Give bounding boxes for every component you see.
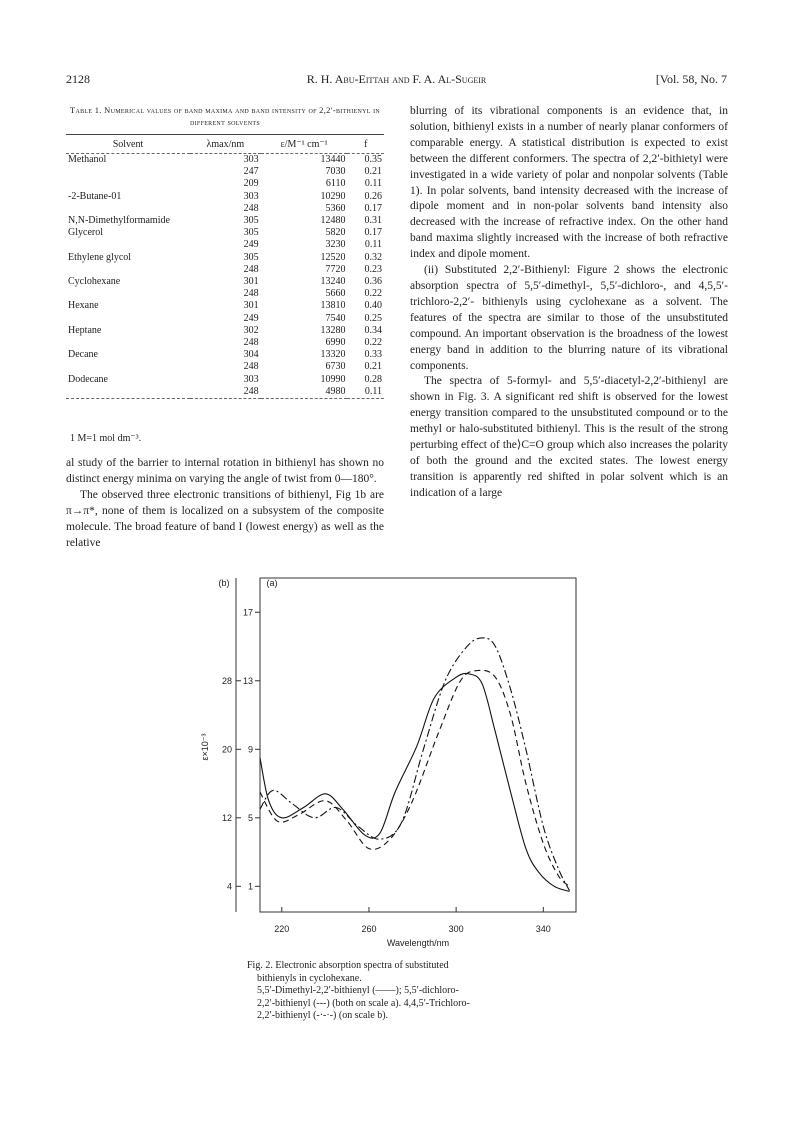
table-caption [66,104,384,128]
cell-f: 0.11 [347,386,384,399]
table-row [66,203,384,215]
x-tick-label: 300 [448,924,464,934]
cell-lambda: 303 [243,373,259,385]
table-row [66,325,384,337]
cell-f: 0.31 [364,215,382,227]
series-line [260,638,570,891]
cell-lambda: 248 [190,386,261,399]
table-caption-label: Table 1. [69,105,102,115]
cell-f: 0.28 [364,373,382,385]
table-footnote: 1 M=1 mol dm⁻³. [70,433,142,444]
cell-solvent: Heptane [68,324,102,336]
figure-caption-line: Fig. 2. Electronic absorption spectra of substituted [247,960,449,971]
cell-solvent: Methanol [68,154,107,165]
table-row [66,264,384,276]
table-header-row [66,135,384,154]
cell-lambda: 249 [243,239,259,251]
cell-solvent [66,313,190,325]
cell-lambda: 248 [243,337,259,349]
table-row [66,239,384,251]
scale-a-label: (a) [266,578,278,588]
solvent-table [66,134,384,399]
cell-lambda: 249 [243,312,259,324]
cell-f: 0.26 [364,190,382,202]
cell-solvent [66,203,190,215]
cell-epsilon: 3230 [325,239,346,251]
cell-epsilon: 4980 [261,386,348,399]
cell-lambda: 301 [243,300,259,312]
y-axis-label: ε×10⁻³ [200,733,210,761]
cell-epsilon: 6730 [325,361,346,373]
cell-epsilon: 13810 [320,300,346,312]
table-row [66,374,384,386]
table-row [66,300,384,312]
cell-lambda: 303 [243,154,259,165]
running-header [66,72,727,90]
x-tick-label: 220 [274,924,290,934]
left-column-text [66,456,384,551]
cell-solvent: Dodecane [68,373,108,385]
scale-a-tick-label: 17 [242,607,253,618]
cell-epsilon: 13440 [320,154,346,165]
header-authors: R. H. Abu-Eittah and F. A. Al-Sugeir [306,72,487,86]
cell-lambda: 247 [243,166,259,178]
cell-lambda: 305 [243,227,259,239]
cell-epsilon: 12480 [320,215,346,227]
cell-epsilon: 13280 [320,324,346,336]
cell-f: 0.21 [364,361,382,373]
table-row [66,191,384,203]
cell-lambda: 209 [243,178,259,190]
scale-a-tick-label: 5 [247,812,253,823]
table-header-solvent: Solvent [66,135,190,154]
scale-a-tick-label: 9 [247,744,253,755]
scale-b-label: (b) [218,578,230,588]
cell-epsilon: 13320 [320,349,346,361]
scale-a-tick-label: 1 [247,881,253,892]
paragraph: (ii) Substituted 2,2′-Bithienyl: Figure 2 shows the electronic absorption spectra of 5,5′-dimethyl-, 5,5′-dichloro-, and 4,5,5′-trichloro-2,2′- bithienyls using cyclohexane as a solvent. The features of the spectra are similar to those of the unsubstituted compound. An important observation is the broadness of the lowest energy band in addition to the blurring nature of its vibrational components. [410,264,728,372]
cell-lambda: 301 [243,276,259,288]
cell-solvent [66,288,190,300]
cell-epsilon: 5660 [325,288,346,300]
x-tick-label: 260 [361,924,377,934]
cell-f: 0.35 [364,154,382,165]
absorption-spectra-chart [196,572,596,952]
cell-solvent: Hexane [68,300,99,312]
cell-epsilon: 6110 [325,178,346,190]
cell-solvent: Decane [68,349,98,361]
cell-f: 0.36 [364,276,382,288]
header-volume: [Vol. 58, No. 7 [655,72,727,86]
cell-lambda: 304 [243,349,259,361]
x-axis-label: Wavelength/nm [386,938,450,948]
cell-solvent [66,264,190,276]
paragraph: blurring of its vibrational components is an evidence that, in solution, bithienyl exists in a number of nearly planar conformers of comparable energy. A statistical distribution is expected to exist between the different conformers. The spectra of 2,2′-bithietyl were investigated in a wide variety of polar and nonpolar solvents (Table 1). In polar solvents, band intensity decreased with the increase of dipole moment and in non-polar solvents band intensity also decreased with the increase of refractive index. On the other hand band maxima slightly increased with the increase of both refractive index and dipole moment. [410,105,728,261]
cell-f: 0.17 [364,227,382,239]
cell-epsilon: 12520 [320,251,346,263]
paragraph: al study of the barrier to internal rotation in bithienyl has shown no distinct energy minima on varying the angle of twist from 0—180°. [66,457,384,485]
table-body [66,154,384,399]
cell-f: 0.17 [364,202,382,214]
cell-lambda: 248 [243,202,259,214]
cell-lambda: 305 [243,215,259,227]
table-row [66,154,384,167]
cell-f: 0.21 [364,166,382,178]
cell-lambda: 302 [243,324,259,336]
cell-epsilon: 10990 [320,373,346,385]
cell-solvent [66,178,190,190]
series-line [260,670,570,886]
cell-f: 0.32 [364,251,382,263]
figure-caption-line: 2,2′-bithienyl (---) (both on scale a). 4,4,5′-Trichloro- [257,997,470,1009]
cell-lambda: 303 [243,190,259,202]
cell-f: 0.25 [364,312,382,324]
scale-b-tick-label: 28 [221,675,232,686]
cell-epsilon: 10290 [320,190,346,202]
page-number: 2128 [66,72,90,86]
cell-f: 0.40 [364,300,382,312]
right-column-text [410,104,728,502]
cell-epsilon: 7540 [325,312,346,324]
table-row [66,288,384,300]
cell-lambda: 248 [243,263,259,275]
table-row [66,178,384,190]
cell-f: 0.23 [364,263,382,275]
table-caption-text: Numerical values of band maxima and band intensity of 2,2′-bithienyl in different solvents [104,105,381,127]
cell-solvent [66,386,190,399]
cell-f: 0.11 [364,239,382,251]
cell-epsilon: 6990 [325,337,346,349]
scale-b-tick-label: 4 [226,881,232,892]
cell-solvent [66,239,190,251]
cell-f: 0.34 [364,324,382,336]
table-row [66,227,384,239]
cell-lambda: 248 [243,361,259,373]
cell-solvent [66,337,190,349]
cell-lambda: 248 [243,288,259,300]
cell-epsilon: 5820 [325,227,346,239]
figure-caption [247,960,547,1023]
cell-f: 0.22 [364,288,382,300]
paragraph: The observed three electronic transitions of bithienyl, Fig 1b are π→π*, none of them is localized on a subsystem of the composite molecule. The broad feature of band I (lowest energy) as well as the relative [66,488,384,549]
x-tick-label: 340 [535,924,551,934]
cell-f: 0.22 [364,337,382,349]
plot-frame [260,578,576,912]
table-row [66,361,384,373]
cell-lambda: 305 [243,251,259,263]
cell-solvent: -2-Butane-01 [68,190,122,202]
cell-epsilon: 13240 [320,276,346,288]
table-row [66,276,384,288]
figure-caption-line: 5,5′-Dimethyl-2,2′-bithienyl (——); 5,5′-dichloro- [257,985,459,996]
table-row [66,386,384,399]
table-row [66,252,384,264]
figure-2 [196,572,596,952]
cell-epsilon: 5360 [325,202,346,214]
table-header-epsilon: ε/M⁻¹ cm⁻¹ [261,135,348,154]
cell-solvent [66,361,190,373]
figure-caption-line: 2,2′-bithienyl (-·-·-) (on scale b). [257,1010,389,1021]
cell-epsilon: 7720 [325,263,346,275]
figure-caption-line: bithienyls in cyclohexane. [257,972,362,984]
scale-b-tick-label: 12 [221,812,232,823]
table-header-f: f [347,135,384,154]
table-header-lambda: λmax/nm [190,135,261,154]
table-row [66,349,384,361]
cell-epsilon: 7030 [325,166,346,178]
cell-solvent: N,N-Dimethylformamide [68,215,170,227]
cell-f: 0.11 [364,178,382,190]
paragraph: The spectra of 5-formyl- and 5,5′-diacetyl-2,2′-bithienyl are shown in Fig. 3. A significant red shift is observed for the lowest energy transition compared to the unsubstituted compound or to the methyl or halo-substituted bithienyl. This is the result of the strong perturbing effect of the⟩C=O group which also increases the polarity of both the ground and the excited states. The lowest energy transition is apparently red shifted in polar solvent which is an indication of a large [410,375,728,499]
cell-solvent: Glycerol [68,227,103,239]
cell-solvent [66,166,190,178]
table-row [66,337,384,349]
cell-f: 0.33 [364,349,382,361]
table-row [66,215,384,227]
cell-solvent: Ethylene glycol [68,251,132,263]
scale-a-tick-label: 13 [242,675,253,686]
cell-solvent: Cyclohexane [68,276,121,288]
table-row [66,166,384,178]
table-row [66,313,384,325]
scale-b-tick-label: 20 [221,744,232,755]
